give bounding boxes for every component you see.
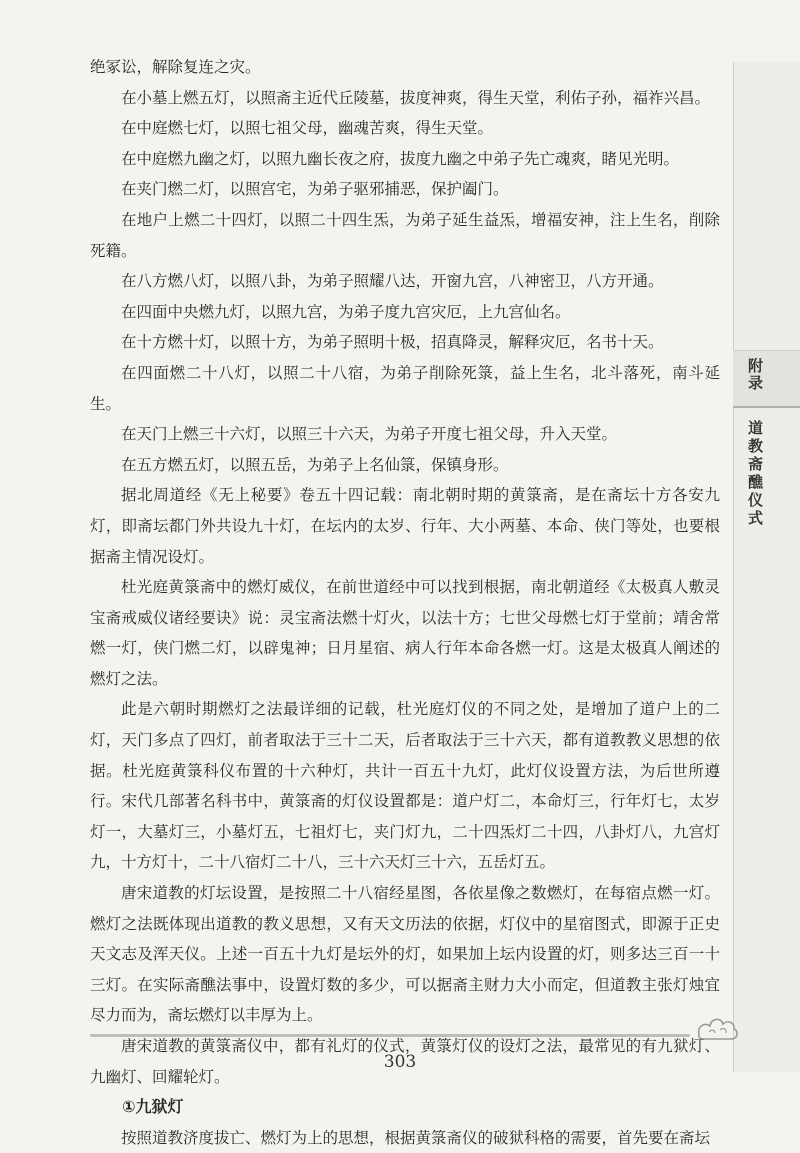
body-text — [90, 52, 720, 1153]
page-number: 303 — [383, 1052, 417, 1072]
paragraph: 在五方燃五灯，以照五岳，为弟子上名仙箓，保镇身形。 — [121, 455, 509, 474]
paragraph: 在四面燃二十八灯，以照二十八宿，为弟子削除死箓，益上生名，北斗落死，南斗延生。 — [90, 363, 720, 413]
paragraph: 在夹门燃二灯，以照宫宅，为弟子驱邪捕恶，保护阖门。 — [121, 180, 509, 199]
paragraph: 在天门上燃三十六灯，以照三十六天，为弟子开度七祖父母，升入天堂。 — [121, 425, 618, 444]
paragraph: 在中庭燃九幽之灯，以照九幽长夜之府，拔度九幽之中弟子先亡魂爽，睹见光明。 — [121, 149, 680, 168]
section-tab — [733, 350, 800, 408]
sidebar-chapter-label: 道教斋醮仪式 — [746, 420, 764, 528]
paragraph: 在中庭燃七灯，以照七祖父母，幽魂苦爽，得生天堂。 — [121, 119, 494, 138]
paragraph: 在地户上燃二十四灯，以照二十四生炁，为弟子延生益炁，增福安神，注上生名，削除死籍。 — [90, 210, 720, 260]
paragraph: 按照道教济度拔亡、燃灯为上的思想，根据黄箓斋仪的破狱科格的需要，首先要在斋坛 — [121, 1128, 711, 1147]
paragraph: 唐宋道教的灯坛设置，是按照二十八宿经星图，各依星像之数燃灯，在每宿点燃一灯。燃灯之法既体现出道教的教义思想，又有天文历法的依据，灯仪中的星宿图式，即源于正史天文志及浑天仪。上述一百五十九灯是坛外的灯，如果加上坛内设置的灯，则多达三百一十三灯。在实际斋醮法事中，设置灯数的多少，可以据斋主财力大小而定，但道教主张灯烛宜尽力而为，斋坛燃灯以丰厚为上。 — [90, 884, 720, 1025]
paragraph: 据北周道经《无上秘要》卷五十四记载：南北朝时期的黄箓斋，是在斋坛十方各安九灯，即斋坛都门外共设九十灯，在坛内的太岁、行年、大小两墓、本命、侠门等处，也要根据斋主情况设灯。 — [90, 486, 720, 566]
paragraph: 唐宋道教的黄箓斋仪中，都有礼灯的仪式，黄箓灯仪的设灯之法，最常见的有九狱灯、九幽灯、回耀轮灯。 — [90, 1037, 720, 1086]
paragraph: 此是六朝时期燃灯之法最详细的记载，杜光庭灯仪的不同之处，是增加了道户上的二灯，天门多点了四灯，前者取法于三十二天，后者取法于三十六天，都有道教教义思想的依据。杜光庭黄箓科仪布置的十六种灯，共计一百五十九灯，此灯仪设置方法，为后世所遵行。宋代几部著名科书中，黄箓斋的灯仪设置都是：道户灯二，本命灯三，行年灯七，太岁灯一，大墓灯三，小墓灯五，七祖灯七，夹门灯九，二十四炁灯二十四，八卦灯八，九宫灯九，十方灯十，二十八宿灯二十八，三十六天灯三十六，五岳灯五。 — [90, 700, 720, 872]
paragraph: 在十方燃十灯，以照十方，为弟子照明十极，招真降灵，解释灾厄，名书十天。 — [121, 333, 664, 352]
cloud-ornament-icon — [695, 1012, 740, 1046]
footer-rule — [90, 1034, 690, 1037]
paragraph: 在四面中央燃九灯，以照九宫，为弟子度九宫灾厄，上九宫仙名。 — [121, 302, 571, 321]
paragraph: 在小墓上燃五灯，以照斋主近代丘陵墓，拔度神爽，得生天堂，利佑子孙，福祚兴昌。 — [121, 88, 711, 107]
chapter-sidebar — [733, 62, 800, 1072]
paragraph: 杜光庭黄箓斋中的燃灯威仪，在前世道经中可以找到根据，南北朝道经《太极真人敷灵宝斋戒威仪诸经要诀》说：灵宝斋法燃十灯火，以法十方；七世父母燃七灯于堂前；靖舍常燃一灯，侠门燃二灯，以辟鬼神；日月星宿、病人行年本命各燃一灯。这是太极真人阐述的燃灯之法。 — [90, 578, 720, 688]
sidebar-section-label: 附录 — [746, 358, 764, 392]
paragraph: 绝冢讼，解除复连之灾。 — [90, 58, 261, 76]
section-heading: ①九狱灯 — [122, 1097, 184, 1117]
paragraph: 在八方燃八灯，以照八卦，为弟子照耀八达，开窗九宫，八神密卫，八方开通。 — [121, 272, 664, 291]
